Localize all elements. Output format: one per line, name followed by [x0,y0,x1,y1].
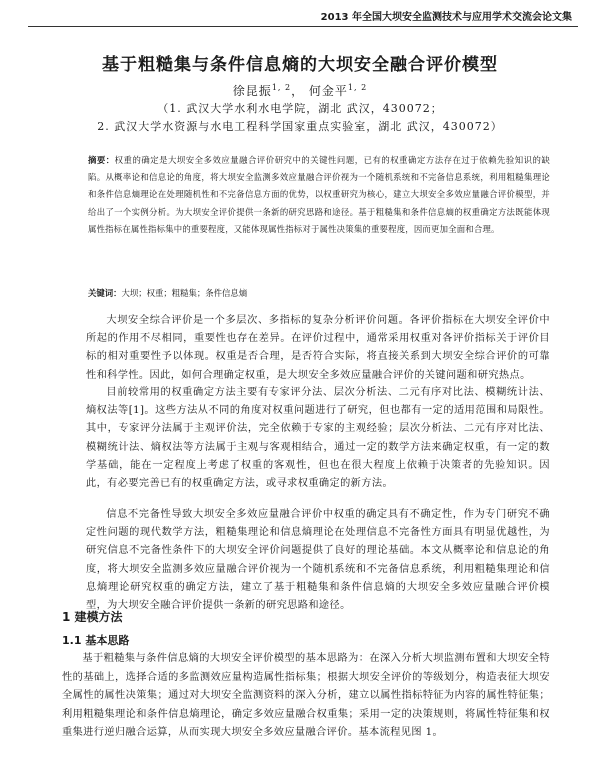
running-header: 2013 年全国大坝安全监测技术与应用学术交流会论文集 [320,12,572,23]
paragraph-3: 信息不完备性导致大坝安全多效应量融合评价中权重的确定具有不确定性，作为专门研究不确定性问题的现代数学方法，粗糙集理论和信息熵理论在处理信息不完备性方面具有明显优越性，为研究信息不完备性条件下的大坝安全评价问题提供了良好的理论基础。本文从概率论和信息论的角度，将大坝安全监测多效应量融合评价视为一个随机系统和不完备信息系统，利用粗糙集理论和信息熵理论研究权重的确定方法，建立了基于粗糙集和条件信息熵的大坝安全多效应量融合评价模型，为大坝安全融合评价提供一条新的研究思路和途径。 [86,509,550,612]
affiliation-2: 2. 武汉大学水资源与水电工程科学国家重点实验室，湖北 武汉，430072） [97,120,503,133]
author-name: 何金平 [308,84,348,98]
abstract-label: 摘要： [88,155,115,165]
body-paragraph [86,384,550,493]
paragraph-1: 大坝安全综合评价是一个多层次、多指标的复杂分析评价问题。各评价指标在大坝安全评价中所起的作用不尽相同，重要性也存在差异。在评价过程中，通常采用权重对各评价指标关于评价目标的相对重要性予以体现。权重是否合理，是否符合实际，将直接关系到大坝安全综合评价的可靠性和科学性。因此，如何合理确定权重，是大坝安全多效应量融合评价的关键问题和研究热点。 [86,315,550,381]
paragraph-4: 基于粗糙集与条件信息熵的大坝安全评价模型的基本思路为：在深入分析大坝监测布置和大坝安全特性的基础上，选择合适的多监测效应量构造属性指标集；根据大坝安全评价的等级划分，构造表征大坝安全属性的属性决策集；通过对大坝安全监测资料的深入分析，建立以属性指标特征为内容的属性特征集；利用粗糙集理论和条件信息熵理论，确定多效应量融合权重集；采用一定的决策规则，将属性特征集和权重集进行逆归融合运算，从而实现大坝安全多效应量融合评价。基本流程见图 1。 [62,653,550,739]
author-affil-marker: 1, 2 [271,83,292,92]
keywords [88,287,550,299]
keywords-text: 大坝；权重；粗糙集；条件信息熵 [121,288,248,298]
author-name: 徐昆振 [232,84,272,98]
body-paragraph [62,650,550,743]
paragraph-2: 目前较常用的权重确定方法主要有专家评分法、层次分析法、二元有序对比法、模糊统计法、熵权法等[1]。这些方法从不同的角度对权重问题进行了研究，但也都有一定的适用范围和局限性。其中，专家评分法属于主观评价法，完全依赖于专家的主观经验；层次分析法、二元有序对比法、模糊统计法、熵权法等方法属于主观与客观相结合，通过一定的数学方法来确定权重，有一定的数学基础，能在一定程度上考虑了权重的客观性，但也在很大程度上依赖于决策者的先验知识。因此，有必要完善已有的权重确定方法，或寻求权重确定的新方法。 [86,387,550,490]
abstract-text: 权重的确定是大坝安全多效应量融合评价研究中的关键性问题，已有的权重确定方法存在过于依赖先验知识的缺陷。从概率论和信息论的角度，将大坝安全监测多效应量融合评价视为一个随机系统和不完备信息系统，利用粗糙集理论和条件信息熵理论在处理随机性和不完备信息方面的优势，以权重研究为核心，建立大坝安全多效应量融合评价模型，并给出了一个实例分析。为大坝安全评价提供一条新的研究思路和途径。基于粗糙集和条件信息熵的权重确定方法既能体现属性指标在属性指标集中的重要程度，又能体现属性指标对于属性决策集的重要程度，因而更加全面和合理。 [88,155,550,234]
affiliation-1: （1. 武汉大学水利水电学院，湖北 武汉，430072； [157,102,443,115]
abstract [88,152,550,238]
paper-title: 基于粗糙集与条件信息熵的大坝安全融合评价模型 [102,55,498,75]
header-divider [28,26,578,27]
author-affil-marker: 1, 2 [347,83,368,92]
body-paragraph [86,312,550,385]
author-line: 徐昆振$^{1, 2}$， 何金平$^{1, 2}$ [232,83,368,98]
subsection-heading: 1.1 基本思路 [62,634,130,647]
keywords-label: 关键词： [88,288,122,298]
body-paragraph [86,506,550,615]
section-heading: 1 建模方法 [62,610,123,624]
